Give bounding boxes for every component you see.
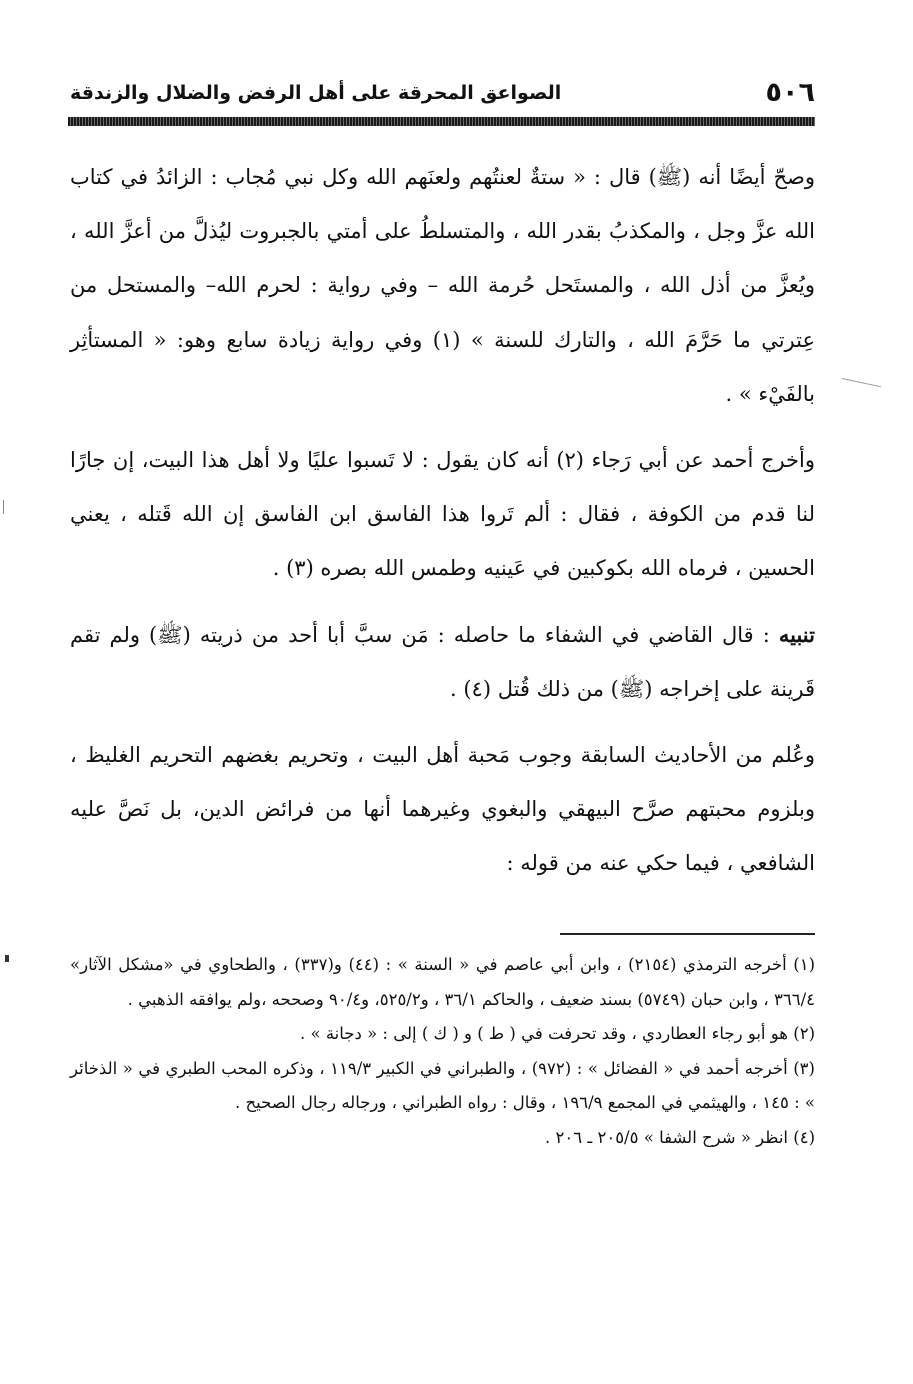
page-number: ٥٠٦ bbox=[765, 77, 815, 108]
footnote: (١) أخرجه الترمذي (٢١٥٤) ، وابن أبي عاصم في « السنة » : (٤٤) و(٣٣٧) ، والطحاوي في «مشكل الآثار» ٣٦٦/٤ ، وابن حبان (٥٧٤٩) بسند ضعيف ، والحاكم ٣٦/١ ، و٥٢٥/٢، و٩٠/٤ وصححه ،ولم يوافقه الذهبي . bbox=[70, 955, 815, 1009]
running-title: الصواعق المحرقة على أهل الرفض والضلال والزندقة bbox=[70, 82, 562, 104]
main-text bbox=[70, 150, 815, 891]
margin-dot bbox=[5, 955, 9, 962]
margin-tick bbox=[3, 500, 4, 514]
paragraph: وصحّ أيضًا أنه (ﷺ) قال : « ستةٌ لعنتُهم ولعنَهم الله وكل نبي مُجاب : الزائدُ في كتاب الله عزَّ وجل ، والمكذبُ بقدر الله ، والمتسلطُ على أمتي بالجبروت ليُذلَّ من أعزَّ الله ، ويُعزَّ من أذل الله ، والمستَحل حُرمة الله – وفي رواية : لحرم الله– والمستحل من عِترتي ما حَرَّمَ الله ، والتارك للسنة » (١) وفي رواية زيادة سابع وهو: « المستأثِر بالفَيْء » . bbox=[70, 165, 815, 406]
footnote: (٤) انظر « شرح الشفا » ٢٠٥/٥ ـ ٢٠٦ . bbox=[545, 1127, 815, 1147]
page-header bbox=[70, 76, 815, 112]
notice-paragraph bbox=[70, 608, 815, 716]
header-rule bbox=[68, 117, 815, 126]
paragraph: وأخرج أحمد عن أبي رَجاء (٢) أنه كان يقول : لا تَسبوا عليًا ولا أهل هذا البيت، إن جارًا لنا قدم من الكوفة ، فقال : ألم تَروا هذا الفاسق ابن الفاسق إن الله قَتله ، يعني الحسين ، فرماه الله بكوكبين في عَينيه وطمس الله بصره (٣) . bbox=[70, 448, 815, 581]
footnote: (٢) هو أبو رجاء العطاردي ، وقد تحرفت في ( ط ) و ( ك ) إلى : « دجانة » . bbox=[299, 1024, 815, 1043]
notice-text: : قال القاضي في الشفاء ما حاصله : مَن سبَّ أبا أحد من ذريته (ﷺ) ولم تقم قَرينة على إخراجه (ﷺ) من ذلك قُتل (٤) . bbox=[70, 622, 815, 701]
footnote: (٣) أخرجه أحمد في « الفضائل » : (٩٧٢) ، والطبراني في الكبير ١١٩/٣ ، وذكره المحب الطبري في « الذخائر » : ١٤٥ ، والهيثمي في المجمع ١٩٦/٩ ، وقال : رواه الطبراني ، ورجاله رجال الصحيح . bbox=[70, 1058, 815, 1112]
footnotes bbox=[70, 948, 815, 1155]
scan-mark bbox=[842, 378, 881, 387]
paragraph: وعُلم من الأحاديث السابقة وجوب مَحبة أهل البيت ، وتحريم بغضهم التحريم الغليظ ، وبلزوم محبتهم صرَّح البيهقي والبغوي وغيرهما أنها من فرائض الدين، بل نَصَّ عليه الشافعي ، فيما حكي عنه من قوله : bbox=[70, 743, 815, 876]
notice-label: تنبيه bbox=[778, 621, 815, 647]
footnote-rule bbox=[560, 933, 815, 935]
